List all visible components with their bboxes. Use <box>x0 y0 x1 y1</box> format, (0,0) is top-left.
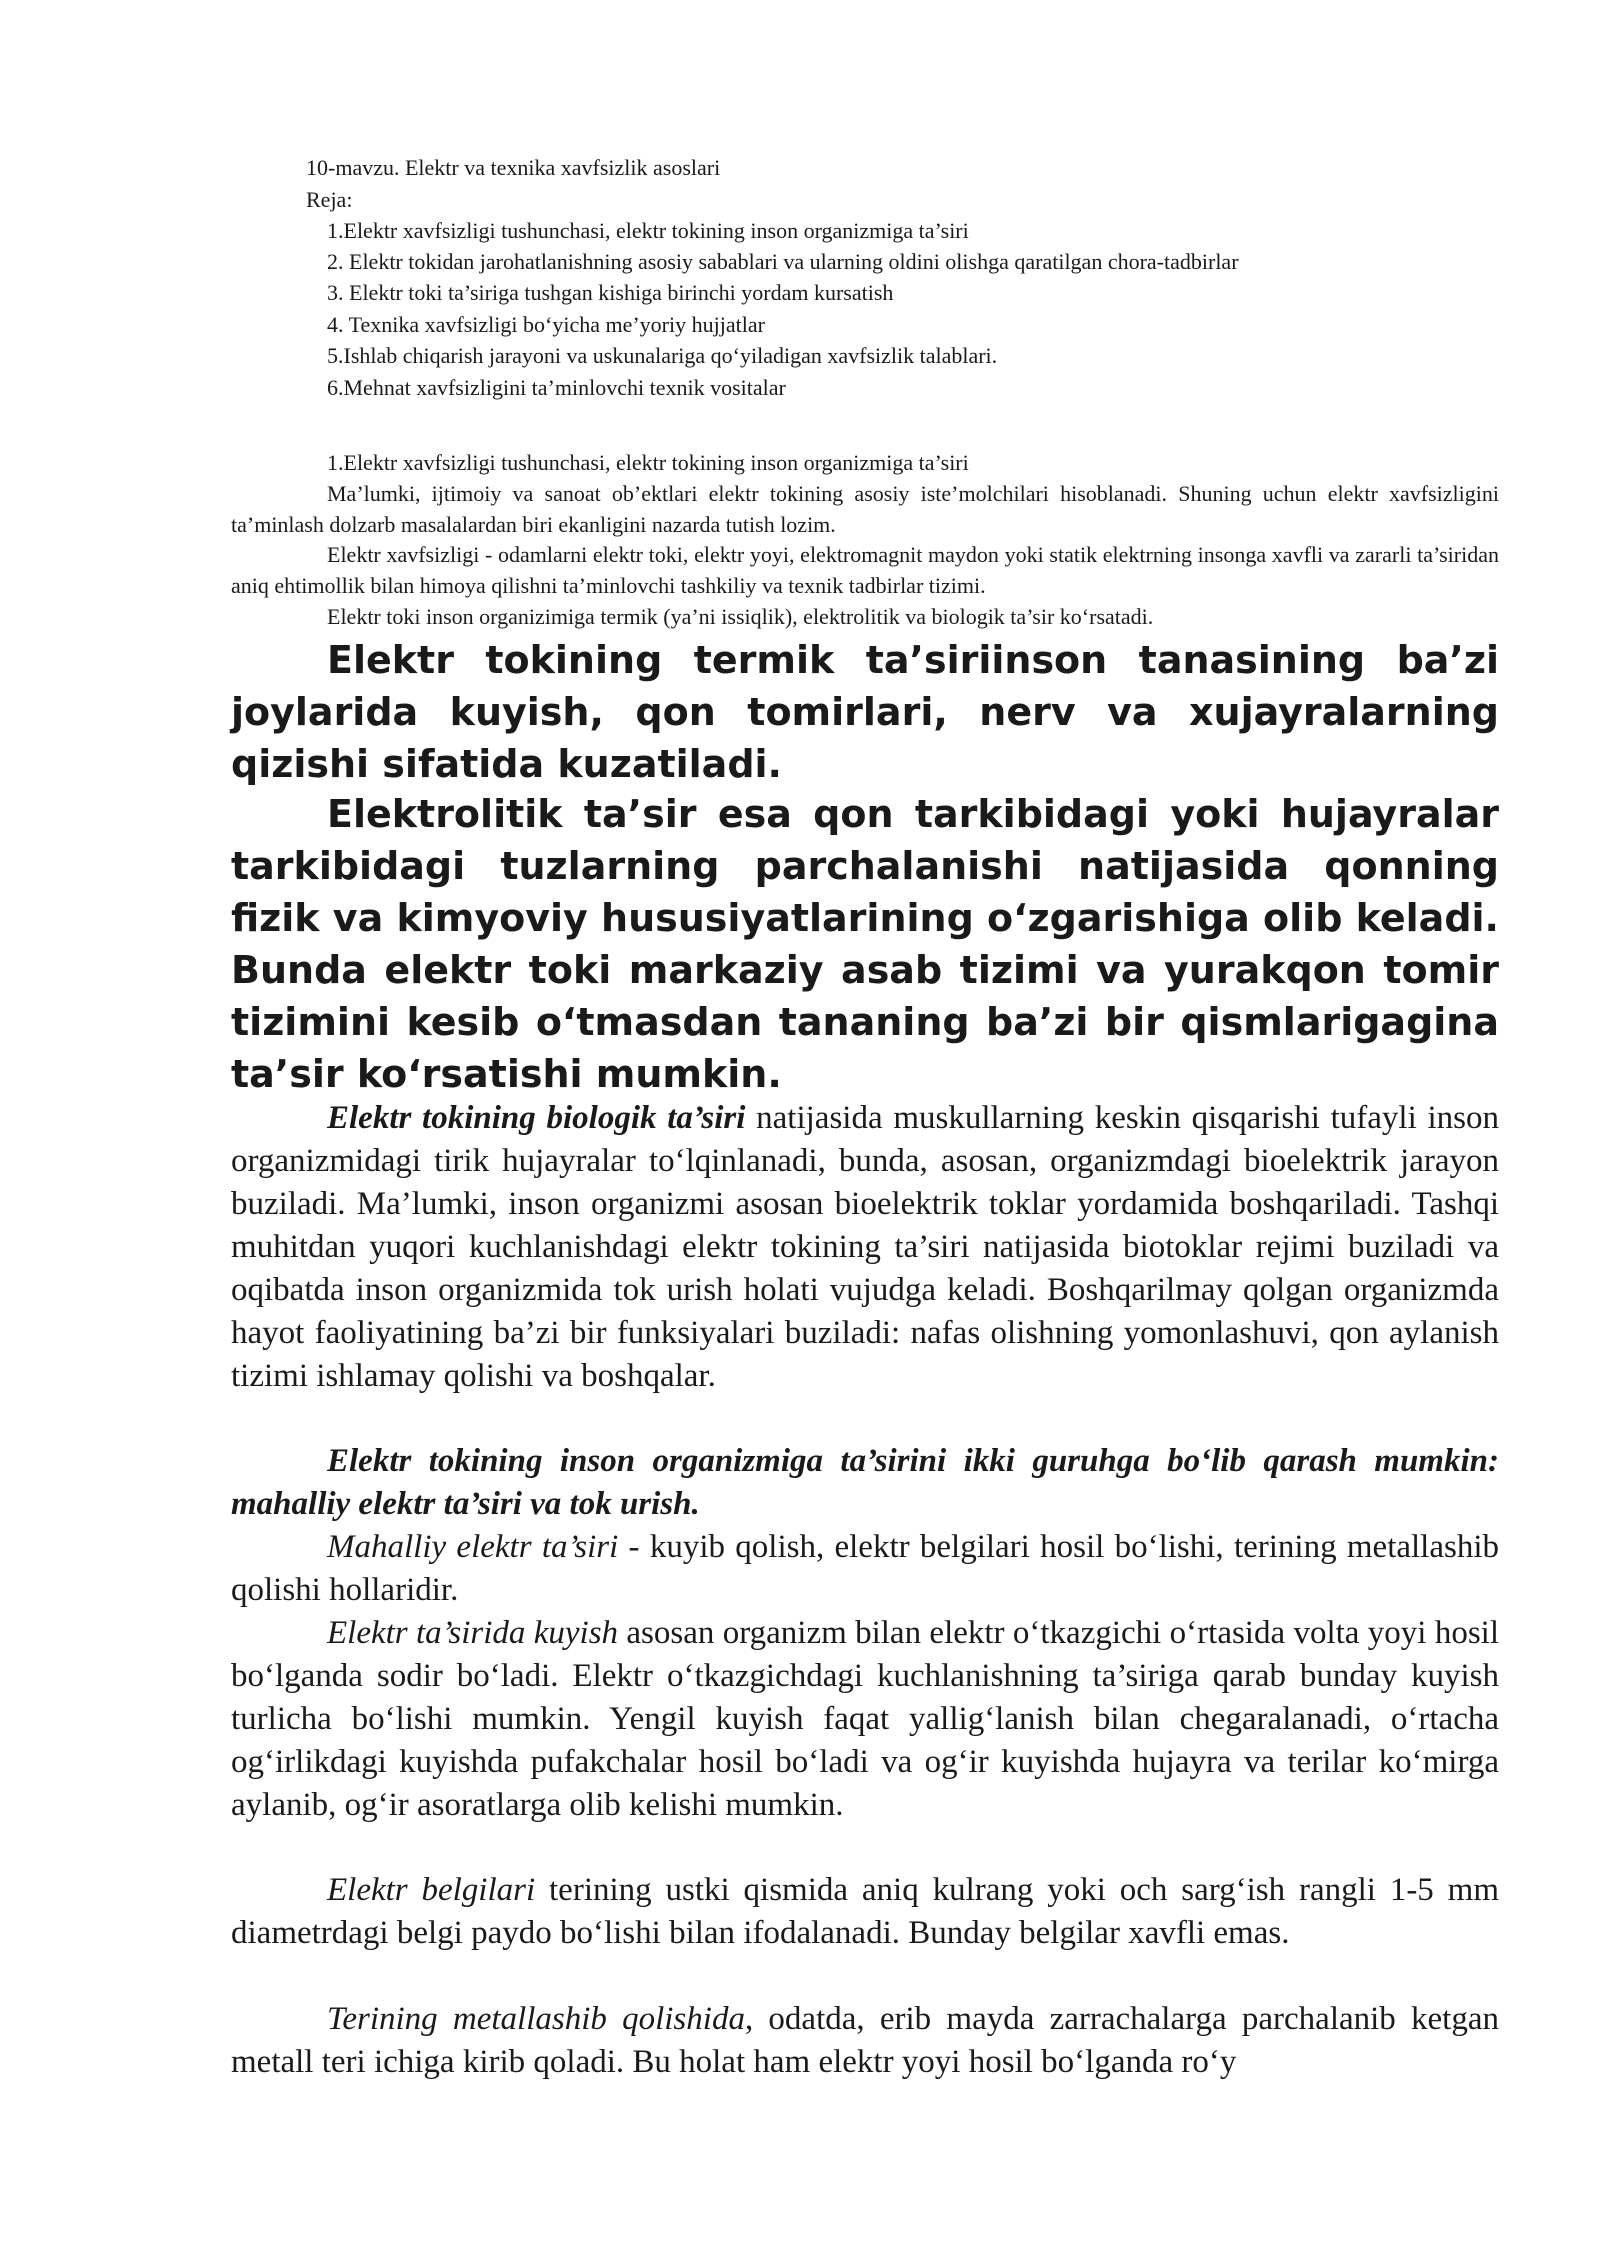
plan-item-3: 3. Elektr toki ta’siriga tushgan kishiga birinchi yordam kursatish <box>327 280 894 305</box>
paragraph-metallization-lead: Terining metallashib qolishida <box>327 2001 745 2037</box>
paragraph-electrolytic <box>231 788 1499 1100</box>
paragraph-local-effect <box>231 1526 1499 1612</box>
paragraph-metallization <box>231 1998 1499 2084</box>
paragraph-biological-text: natijasida muskullarning keskin qisqarishi tufayli inson organizmidagi tirik hujayralar to‘lqinlanadi, bunda, asosan, organizmdagi bioelektrik jarayon buziladi. Ma’lumki, inson organizmi asosan bioelektrik toklar yordamida boshqariladi. Tashqi muhitdan yuqori kuchlanishdagi elektr tokining ta’siri natijasida biotoklar rejimi buziladi va oqibatda inson organizmida tok urish holati vujudga keladi. Boshqarilmay qolgan organizmda hayot faoliyatining ba’zi bir funksiyalari buziladi: nafas olishning yomonlashuvi, qon aylanish tizimi ishlamay qolishi va boshqalar. <box>231 1100 1499 1394</box>
plan-item-2: 2. Elektr tokidan jarohatlanishning asosiy sabablari va ularning oldini olishga qaratilgan chora-tadbirlar <box>327 249 1239 274</box>
paragraph-burns-lead: Elektr ta’sirida kuyish <box>327 1615 619 1651</box>
paragraph-groups-text: Elektr tokining inson organizmiga ta’sirini ikki guruhga bo‘lib qarash mumkin: mahalliy elektr ta’siri va tok urish. <box>231 1443 1499 1522</box>
paragraph-local-effect-lead: Mahalliy elektr ta’siri <box>327 1529 619 1565</box>
paragraph-definition-text: Elektr xavfsizligi - odamlarni elektr toki, elektr yoyi, elektromagnit maydon yoki statik elektrning insonga xavfli va zararli ta’siridan aniq ehtimollik bilan himoya qilishni ta’minlovchi tashkiliy va texnik tadbirlar tizimi. <box>231 542 1499 598</box>
paragraph-electric-marks <box>231 1869 1499 1955</box>
paragraph-biological-lead: Elektr tokining biologik ta’siri <box>327 1100 746 1136</box>
paragraph-groups <box>231 1440 1499 1526</box>
plan-item-1: 1.Elektr xavfsizligi tushunchasi, elektr tokining inson organizmiga ta’siri <box>327 218 969 243</box>
paragraph-electrolytic-text: Elektrolitik ta’sir esa qon tarkibidagi yoki hujayralar tarkibidagi tuzlarning parchalanishi natijasida qonning fizik va kimyoviy hususiyatlarining o‘zgarishiga olib keladi. Bunda elektr toki markaziy asab tizimi va yurakqon tomir tizimini kesib o‘tmasdan tananing ba’zi bir qismlarigagina ta’sir ko‘rsatishi mumkin. <box>231 792 1499 1096</box>
paragraph-definition <box>231 539 1499 601</box>
plan-item-4: 4. Texnika xavfsizligi bo‘yicha me’yoriy hujjatlar <box>327 312 765 337</box>
paragraph-burns <box>231 1612 1499 1827</box>
paragraph-thermal-text: Elektr tokining termik ta’siriinson tanasining ba’zi joylarida kuyish, qon tomirlari, nerv va xujayralarning qizishi sifatida kuzatiladi. <box>231 638 1499 786</box>
paragraph-burns-text: asosan organizm bilan elektr o‘tkazgichi o‘rtasida volta yoyi hosil bo‘lganda sodir bo‘ladi. Elektr o‘tkazgichdagi kuchlanishning ta’siriga qarab bunday kuyish turlicha bo‘lishi mumkin. Yengil kuyish faqat yallig‘lanish bilan chegaralanadi, o‘rtacha og‘irlikdagi kuyishda pufakchalar hosil bo‘ladi va og‘ir kuyishda hujayra va terilar ko‘mirga aylanib, og‘ir asoratlarga olib kelishi mumkin. <box>231 1615 1499 1823</box>
paragraph-biological <box>231 1097 1499 1398</box>
paragraph-thermal <box>231 634 1499 790</box>
section-heading: 1.Elektr xavfsizligi tushunchasi, elektr tokining inson organizmiga ta’siri <box>327 450 969 475</box>
plan-item-5: 5.Ishlab chiqarish jarayoni va uskunalariga qo‘yiladigan xavfsizlik talablari. <box>327 343 998 368</box>
paragraph-electric-marks-lead: Elektr belgilari <box>327 1872 536 1908</box>
document-title: 10-mavzu. Elektr va texnika xavfsizlik asoslari <box>306 155 721 180</box>
paragraph-local-effect-text: - kuyib qolish, elektr belgilari hosil bo‘lishi, terining metallashib qolishi hollaridir. <box>231 1529 1500 1608</box>
paragraph-metallization-text: , odatda, erib mayda zarrachalarga parchalanib ketgan metall teri ichiga kirib qoladi. Bu holat ham elektr yoyi hosil bo‘lganda ro‘y <box>231 2001 1499 2080</box>
paragraph-intro-text: Ma’lumki, ijtimoiy va sanoat ob’ektlari elektr tokining asosiy iste’molchilari hisoblanadi. Shuning uchun elektr xavfsizligini ta’minlash dolzarb masalalardan biri ekanligini nazarda tutish lozim. <box>231 481 1499 537</box>
plan-label: Reja: <box>306 187 353 212</box>
paragraph-intro <box>231 478 1499 540</box>
paragraph-electric-marks-text: terining ustki qismida aniq kulrang yoki och sarg‘ish rangli 1-5 mm diametrdagi belgi paydo bo‘lishi bilan ifodalanadi. Bunday belgilar xavfli emas. <box>231 1872 1499 1951</box>
paragraph-effects <box>231 601 1499 632</box>
paragraph-effects-text: Elektr toki inson organizimiga termik (ya’ni issiqlik), elektrolitik va biologik ta’sir ko‘rsatadi. <box>327 604 1154 629</box>
plan-item-6: 6.Mehnat xavfsizligini ta’minlovchi texnik vositalar <box>327 375 786 400</box>
